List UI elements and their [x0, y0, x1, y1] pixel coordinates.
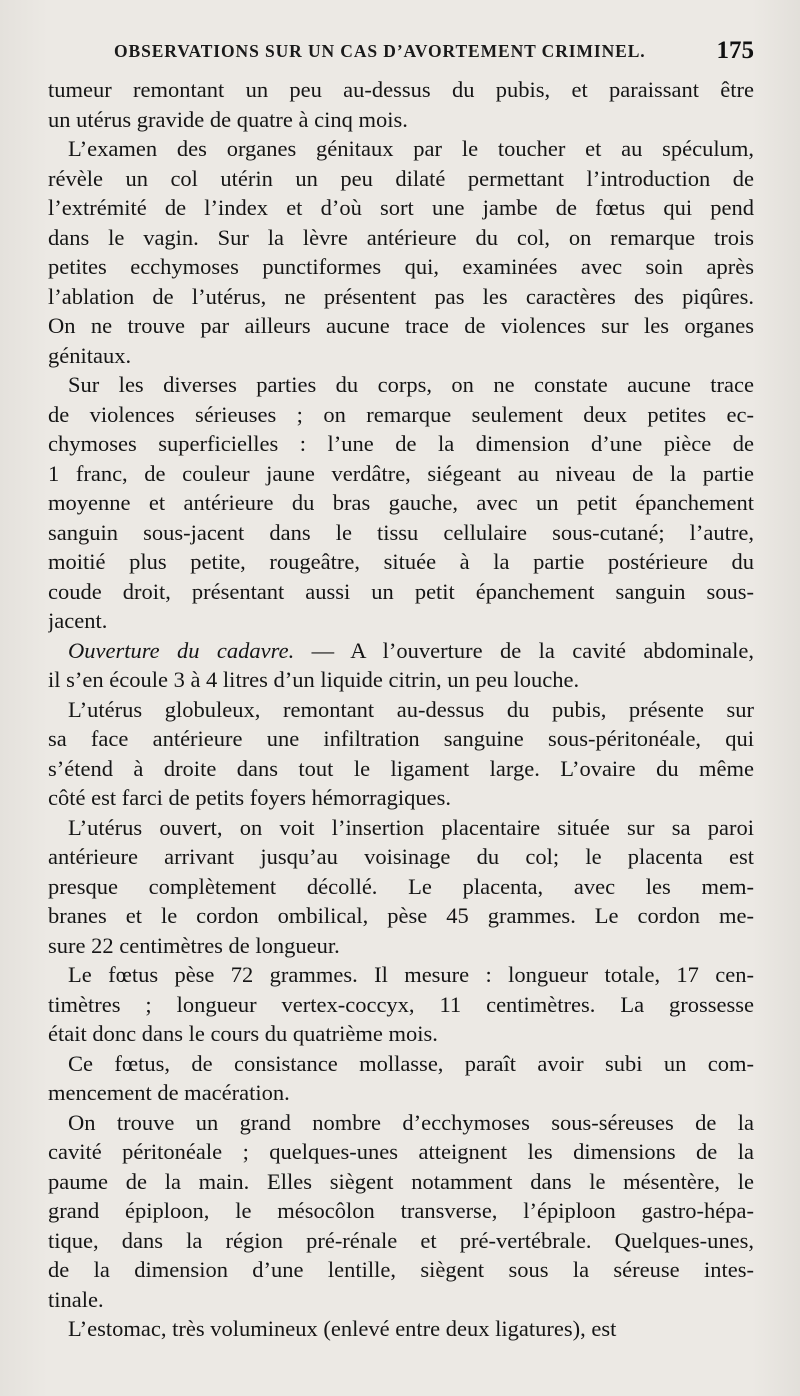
line-text: génitaux.	[48, 342, 132, 368]
line-text: antérieure arrivant jusqu’au voisinage du col; le placenta est	[48, 844, 754, 869]
line-text: L’examen des organes génitaux par le toucher et au spéculum,	[68, 136, 754, 161]
page-number: 175	[716, 37, 754, 64]
text-line	[48, 577, 754, 607]
text-line	[48, 311, 754, 341]
line-text: était donc dans le cours du quatrième mois.	[48, 1021, 438, 1046]
section-heading: Ouverture du cadavre.	[68, 637, 295, 663]
line-text: timètres ; longueur vertex-coccyx, 11 centimètres. La grossesse	[48, 991, 754, 1017]
line-text: mencement de macération.	[48, 1080, 290, 1105]
text-line	[48, 665, 754, 695]
text-line	[48, 518, 754, 548]
text-line	[48, 901, 754, 931]
text-line	[48, 990, 754, 1020]
line-text: paume de la main. Elles siègent notamment dans le mésentère, le	[48, 1168, 754, 1194]
text-line	[48, 488, 754, 518]
line-text: tique, dans la région pré-rénale et pré-vertébrale. Quelques-unes,	[48, 1227, 754, 1253]
line-text: — A l’ouverture de la cavité abdominale,	[294, 637, 754, 663]
line-text: Le fœtus pèse 72 grammes. Il mesure : longueur totale, 17 cen-	[68, 962, 754, 987]
line-text: jacent.	[48, 608, 108, 633]
line-text: dans le vagin. Sur la lèvre antérieure du col, on remarque trois	[48, 224, 754, 250]
text-line	[48, 606, 754, 636]
text-line	[48, 1167, 754, 1197]
line-text: Sur les diverses parties du corps, on ne constate aucune trace	[68, 372, 754, 397]
line-text: On ne trouve par ailleurs aucune trace de violences sur les organes	[48, 313, 754, 338]
line-text: de la dimension d’une lentille, siègent sous la séreuse intes-	[48, 1257, 754, 1282]
text-line	[48, 164, 754, 194]
line-text: il s’en écoule 3 à 4 litres d’un liquide citrin, un peu louche.	[48, 667, 580, 692]
line-text: de violences sérieuses ; on remarque seulement deux petites ec-	[48, 401, 754, 427]
text-line	[48, 105, 754, 135]
text-line	[48, 872, 754, 902]
line-text: L’estomac, très volumineux (enlevé entre deux ligatures), est	[68, 1316, 617, 1341]
text-line	[48, 754, 754, 784]
text-line	[48, 1078, 754, 1108]
line-text: On trouve un grand nombre d’ecchymoses sous-séreuses de la	[68, 1109, 754, 1135]
line-text: L’utérus ouvert, on voit l’insertion placentaire située sur sa paroi	[68, 814, 754, 840]
text-line	[48, 193, 754, 223]
line-text: chymoses superficielles : l’une de la dimension d’une pièce de	[48, 431, 754, 456]
text-line	[48, 1196, 754, 1226]
text-line	[48, 960, 754, 990]
text-line	[48, 341, 754, 371]
line-text: s’étend à droite dans tout le ligament large. L’ovaire du même	[48, 755, 754, 781]
line-text: l’ablation de l’utérus, ne présentent pas les caractères des piqûres.	[48, 283, 754, 309]
line-text: branes et le cordon ombilical, pèse 45 grammes. Le cordon me-	[48, 903, 754, 928]
line-text: grand épiploon, le mésocôlon transverse, l’épiploon gastro-hépa-	[48, 1198, 754, 1223]
line-text: presque complètement décollé. Le placenta, avec les mem-	[48, 873, 754, 899]
text-line	[48, 429, 754, 459]
line-text: tinale.	[48, 1286, 104, 1312]
line-text: sure 22 centimètres de longueur.	[48, 932, 340, 958]
text-line	[48, 1314, 754, 1344]
text-line	[48, 695, 754, 725]
running-title: OBSERVATIONS SUR UN CAS D’AVORTEMENT CRIMINEL.	[114, 41, 646, 61]
line-text: l’extrémité de l’index et d’où sort une jambe de fœtus qui pend	[48, 195, 754, 220]
text-line	[48, 1049, 754, 1079]
line-text: coude droit, présentant aussi un petit épanchement sanguin sous-	[48, 578, 754, 604]
line-text: tumeur remontant un peu au-dessus du pubis, et paraissant être	[48, 77, 754, 102]
line-text: cavité péritonéale ; quelques-unes atteignent les dimensions de la	[48, 1139, 754, 1164]
line-text: sa face antérieure une infiltration sanguine sous-péritonéale, qui	[48, 726, 754, 751]
text-line	[48, 1137, 754, 1167]
text-line	[48, 134, 754, 164]
text-line	[48, 636, 754, 666]
text-line	[48, 223, 754, 253]
text-line	[48, 1019, 754, 1049]
line-text: moyenne et antérieure du bras gauche, avec un petit épanchement	[48, 490, 754, 515]
text-line	[48, 1108, 754, 1138]
text-line	[48, 1255, 754, 1285]
line-text: un utérus gravide de quatre à cinq mois.	[48, 106, 408, 132]
line-text: petites ecchymoses punctiformes qui, examinées avec soin après	[48, 254, 754, 279]
body-text	[48, 75, 754, 1344]
text-line	[48, 931, 754, 961]
text-line	[48, 813, 754, 843]
text-line	[48, 1226, 754, 1256]
line-text: révèle un col utérin un peu dilaté permettant l’introduction de	[48, 165, 754, 191]
text-line	[48, 459, 754, 489]
text-line	[48, 370, 754, 400]
line-text: L’utérus globuleux, remontant au-dessus du pubis, présente sur	[68, 696, 754, 722]
line-text: côté est farci de petits foyers hémorragiques.	[48, 785, 451, 810]
running-head	[114, 38, 754, 66]
text-line	[48, 547, 754, 577]
text-line	[48, 842, 754, 872]
text-line	[48, 75, 754, 105]
line-text: sanguin sous-jacent dans le tissu cellulaire sous-cutané; l’autre,	[48, 519, 754, 545]
text-line	[48, 1285, 754, 1315]
line-text: Ce fœtus, de consistance mollasse, paraît avoir subi un com-	[68, 1050, 754, 1076]
text-line	[48, 252, 754, 282]
line-text: 1 franc, de couleur jaune verdâtre, siégeant au niveau de la partie	[48, 460, 754, 486]
line-text: moitié plus petite, rougeâtre, située à la partie postérieure du	[48, 549, 754, 574]
text-line	[48, 282, 754, 312]
text-line	[48, 724, 754, 754]
text-line	[48, 783, 754, 813]
text-line	[48, 400, 754, 430]
